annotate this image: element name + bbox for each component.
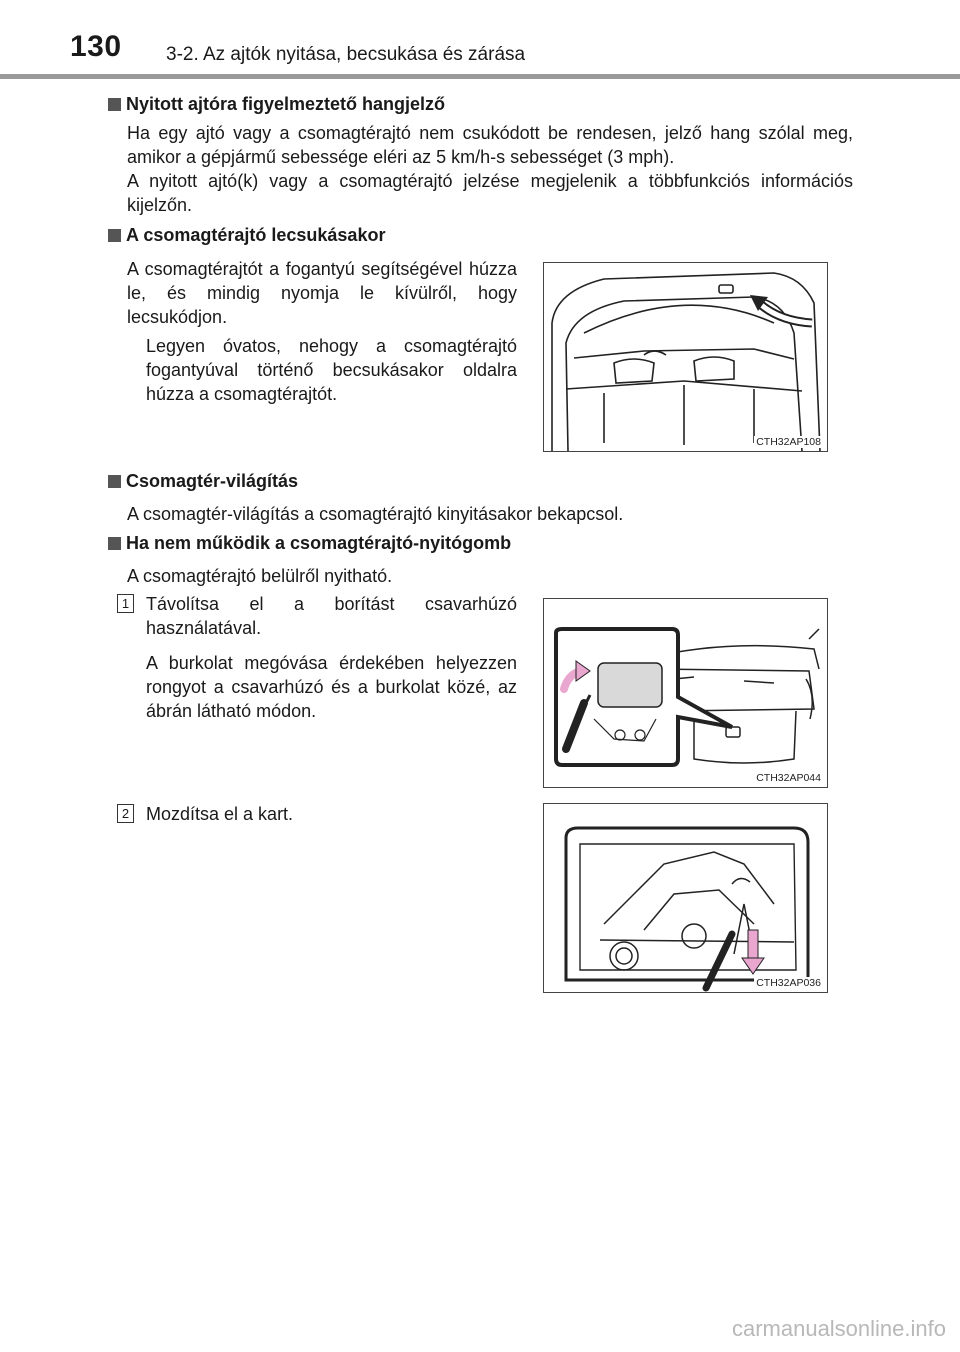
paragraph: Legyen óvatos, nehogy a csomagtérajtó fogantyúval történő becsukásakor oldalra húzza a csomagtérajtót.	[146, 336, 517, 404]
paragraph: Ha egy ajtó vagy a csomagtérajtó nem csukódott be rendesen, jelző hang szólal meg, amikor a gépjármű sebessége eléri az 5 km/h-s sebességet (3 mph).	[127, 123, 853, 167]
cover-removal-illustration	[544, 599, 828, 788]
heading-door-warning	[108, 94, 445, 115]
step-1-text: Távolítsa el a borítást csavarhúzó használatával.	[146, 594, 517, 638]
heading-square-icon	[108, 229, 121, 242]
figure-tailgate-closing	[543, 262, 828, 452]
step-1-note: A burkolat megóvása érdekében helyezzen rongyot a csavarhúzó és a burkolat közé, az ábrán látható módon.	[146, 653, 517, 721]
figure-lever	[543, 803, 828, 993]
step-number-2: 2	[117, 804, 134, 823]
step-number-1: 1	[117, 594, 134, 613]
page-number: 130	[70, 30, 122, 63]
heading-closing	[108, 225, 385, 246]
step-2-text: Mozdítsa el a kart.	[146, 804, 294, 824]
paragraph: A csomagtérajtót a fogantyú segítségével húzza le, és mindig nyomja le kívülről, hogy lecsukódjon.	[127, 259, 517, 327]
section-title: 3-2. Az ajtók nyitása, becsukása és zárása	[166, 44, 526, 65]
figure-code: CTH32AP036	[756, 977, 821, 989]
heading-text: Csomagtér-világítás	[126, 471, 299, 491]
header-rule	[0, 74, 960, 79]
paragraph: A nyitott ajtó(k) vagy a csomagtérajtó jelzése megjelenik a többfunkciós információs kijelzőn.	[127, 171, 853, 215]
figure-code: CTH32AP108	[756, 436, 821, 448]
figure-cover-removal	[543, 598, 828, 788]
heading-square-icon	[108, 475, 121, 488]
heading-square-icon	[108, 537, 121, 550]
figure-code: CTH32AP044	[756, 772, 821, 784]
paragraph: A csomagtér-világítás a csomagtérajtó kinyitásakor bekapcsol.	[127, 504, 624, 524]
heading-text: Ha nem működik a csomagtérajtó-nyitógomb	[126, 533, 512, 553]
heading-text: A csomagtérajtó lecsukásakor	[126, 225, 386, 245]
heading-opener	[108, 533, 511, 554]
paragraph: A csomagtérajtó belülről nyitható.	[127, 566, 393, 586]
lever-illustration	[544, 804, 828, 993]
heading-text: Nyitott ajtóra figyelmeztető hangjelző	[126, 94, 446, 114]
watermark: carmanualsonline.info	[731, 1316, 946, 1341]
tailgate-illustration	[544, 263, 828, 452]
heading-square-icon	[108, 98, 121, 111]
heading-lighting	[108, 471, 298, 492]
